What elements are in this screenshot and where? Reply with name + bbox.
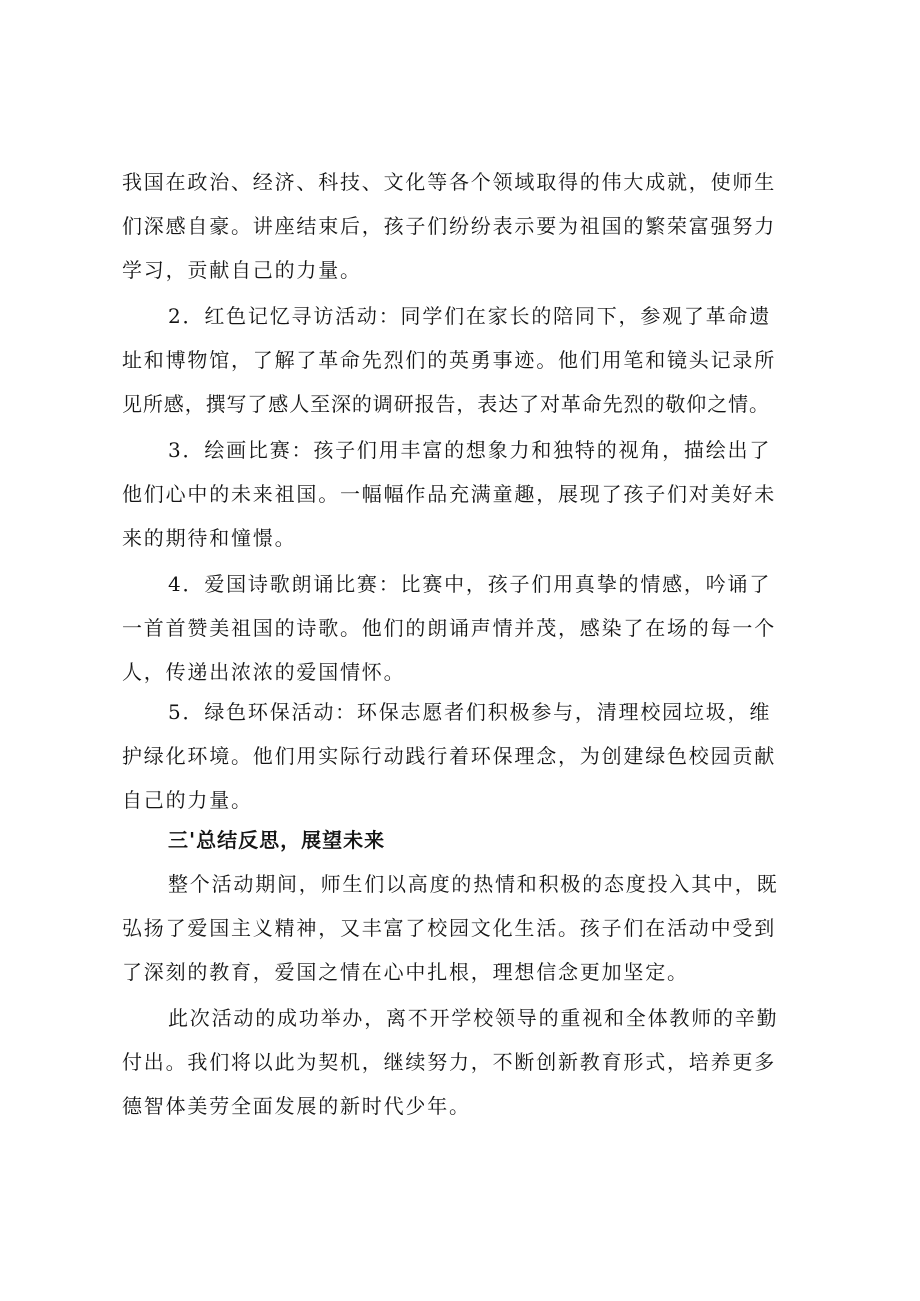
paragraph-line: 了深刻的教育，爱国之情在心中扎根，理想信念更加坚定。	[122, 960, 689, 984]
paragraph-line: 我国在政治、经济、科技、文化等各个领域取得的伟大成就，使师生	[122, 170, 776, 194]
paragraph-line: 3．绘画比赛：孩子们用丰富的想象力和独特的视角，描绘出了	[168, 438, 772, 462]
paragraph-line: 自己的力量。	[122, 788, 253, 812]
paragraph-line: 护绿化环境。他们用实际行动践行着环保理念，为创建绿色校园贡献	[122, 744, 776, 768]
paragraph-line: 德智体美劳全面发展的新时代少年。	[122, 1094, 471, 1118]
paragraph-line: 整个活动期间，师生们以高度的热情和积极的态度投入其中，既	[168, 872, 779, 896]
paragraph-line: 付出。我们将以此为契机，继续努力，不断创新教育形式，培养更多	[122, 1050, 776, 1074]
paragraph-line: 5．绿色环保活动：环保志愿者们积极参与，清理校园垃圾，维	[168, 700, 772, 724]
paragraph-line: 此次活动的成功举办，离不开学校领导的重视和全体教师的辛勤	[168, 1006, 779, 1030]
paragraph-line: 们深感自豪。讲座结束后，孩子们纷纷表示要为祖国的繁荣富强努力	[122, 214, 776, 238]
paragraph-line: 弘扬了爱国主义精神，又丰富了校园文化生活。孩子们在活动中受到	[122, 916, 776, 940]
paragraph-line: 来的期待和憧憬。	[122, 526, 297, 550]
paragraph-line: 址和博物馆，了解了革命先烈们的英勇事迹。他们用笔和镜头记录所	[122, 348, 776, 372]
paragraph-line: 见所感，撰写了感人至深的调研报告，表达了对革命先烈的敬仰之情。	[122, 392, 770, 416]
paragraph-line: 一首首赞美祖国的诗歌。他们的朗诵声情并茂，感染了在场的每一个	[122, 616, 776, 640]
paragraph-line: 人，传递出浓浓的爱国情怀。	[122, 660, 406, 684]
paragraph-line: 他们心中的未来祖国。一幅幅作品充满童趣，展现了孩子们对美好未	[122, 482, 776, 506]
paragraph-line: 学习，贡献自己的力量。	[122, 258, 362, 282]
paragraph-line: 4．爱国诗歌朗诵比赛：比赛中，孩子们用真挚的情感，吟诵了	[168, 572, 772, 596]
section-heading-text: 三'总结反思，展望未来	[168, 828, 386, 852]
paragraph-line: 2．红色记忆寻访活动：同学们在家长的陪同下，参观了革命遗	[168, 304, 772, 328]
